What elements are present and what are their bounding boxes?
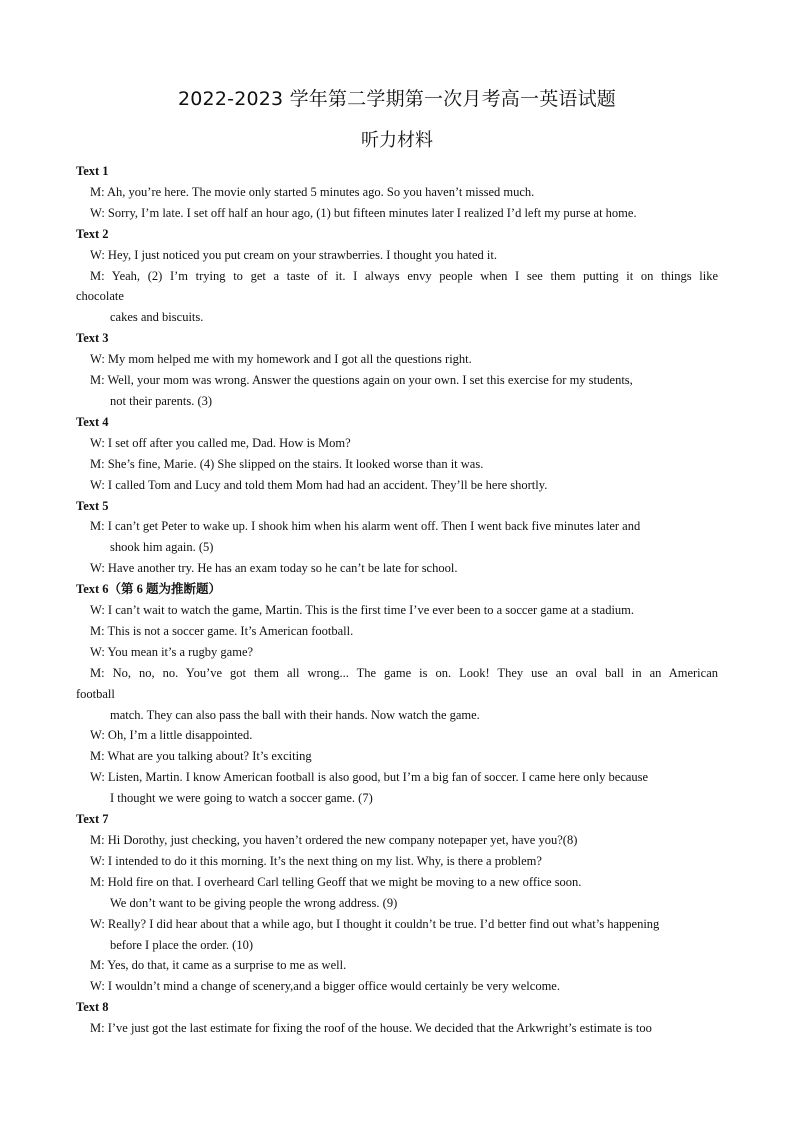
dialogue-line: M: Hold fire on that. I overheard Carl telling Geoff that we might be moving to a new office soon. xyxy=(90,874,582,889)
page-title: 2022-2023 学年第二学期第一次月考高一英语试题 xyxy=(177,88,616,110)
dialogue-line: W: Really? I did hear about that a while ago, but I thought it couldn’t be true. I’d better find out what’s happening xyxy=(90,916,660,931)
dialogue-line: W: I wouldn’t mind a change of scenery,and a bigger office would certainly be very welcome. xyxy=(90,979,560,994)
dialogue-line: W: I can’t wait to watch the game, Martin. This is the first time I’ve ever been to a soccer game at a stadium. xyxy=(90,603,635,618)
dialogue-line: M: Hi Dorothy, just checking, you haven’t ordered the new company notepaper yet, have you?(8) xyxy=(90,833,578,847)
dialogue-line: M: What are you talking about? It’s exciting xyxy=(90,749,312,764)
dialogue-continuation: We don’t want to be giving people the wrong address. (9) xyxy=(110,895,398,910)
dialogue-line: W: Have another try. He has an exam today so he can’t be late for school. xyxy=(90,561,458,576)
dialogue-continuation: match. They can also pass the ball with their hands. Now watch the game. xyxy=(110,707,480,722)
text-heading: Text 1 xyxy=(76,164,109,178)
dialogue-line: M: She’s fine, Marie. (4) She slipped on the stairs. It looked worse than it was. xyxy=(90,456,484,471)
dialogue-line: M: Ah, you’re here. The movie only started 5 minutes ago. So you haven’t missed much. xyxy=(90,184,535,199)
dialogue-continuation: shook him again. (5) xyxy=(110,540,214,555)
dialogue-continuation: before I place the order. (10) xyxy=(110,937,253,952)
page-subtitle: 听力材料 xyxy=(361,130,433,151)
dialogue-wrap: football xyxy=(76,686,115,701)
dialogue-continuation: I thought we were going to watch a soccer game. (7) xyxy=(110,791,373,806)
dialogue-continuation: cakes and biscuits. xyxy=(110,310,204,325)
text-heading: Text 6（第 6 题为推断题） xyxy=(76,582,222,597)
dialogue-line: M: No, no, no. You’ve got them all wrong... The game is on. Look! They use an oval ball in an American xyxy=(90,665,718,680)
dialogue-line: W: Hey, I just noticed you put cream on your strawberries. I thought you hated it. xyxy=(90,247,497,262)
dialogue-line: M: Well, your mom was wrong. Answer the questions again on your own. I set this exercise for my students, xyxy=(90,373,633,388)
text-heading: Text 3 xyxy=(76,331,109,346)
dialogue-line: M: This is not a soccer game. It’s American football. xyxy=(90,623,354,638)
dialogue-wrap: chocolate xyxy=(76,289,124,304)
dialogue-continuation: not their parents. (3) xyxy=(110,393,213,408)
text-heading: Text 8 xyxy=(76,1000,109,1015)
dialogue-line: M: I’ve just got the last estimate for fixing the roof of the house. We decided that the Arkwright’s estimate is too xyxy=(90,1021,652,1036)
text-heading: Text 7 xyxy=(76,812,109,827)
dialogue-line: M: Yeah, (2) I’m trying to get a taste of it. I always envy people when I see them putting it on things like xyxy=(90,268,718,283)
text-heading: Text 2 xyxy=(76,226,109,241)
transcript-body xyxy=(76,161,718,1039)
text-heading: Text 5 xyxy=(76,498,109,513)
dialogue-line: W: Oh, I’m a little disappointed. xyxy=(90,728,253,743)
dialogue-line: M: I can’t get Peter to wake up. I shook him when his alarm went off. Then I went back five minutes later and xyxy=(90,519,641,534)
dialogue-line: W: You mean it’s a rugby game? xyxy=(90,644,254,659)
dialogue-line: W: I called Tom and Lucy and told them Mom had had an accident. They’ll be here shortly. xyxy=(90,477,548,492)
dialogue-line: W: Listen, Martin. I know American football is also good, but I’m a big fan of soccer. I came here only because xyxy=(90,770,649,785)
dialogue-line: W: I intended to do it this morning. It’s the next thing on my list. Why, is there a problem? xyxy=(90,853,542,868)
dialogue-line: W: I set off after you called me, Dad. How is Mom? xyxy=(90,435,351,450)
dialogue-line: W: Sorry, I’m late. I set off half an hour ago, (1) but fifteen minutes later I realized I’d left my purse at home. xyxy=(90,205,637,220)
dialogue-line: W: My mom helped me with my homework and I got all the questions right. xyxy=(90,352,472,367)
dialogue-line: M: Yes, do that, it came as a surprise to me as well. xyxy=(90,958,347,973)
text-heading: Text 4 xyxy=(76,414,109,429)
